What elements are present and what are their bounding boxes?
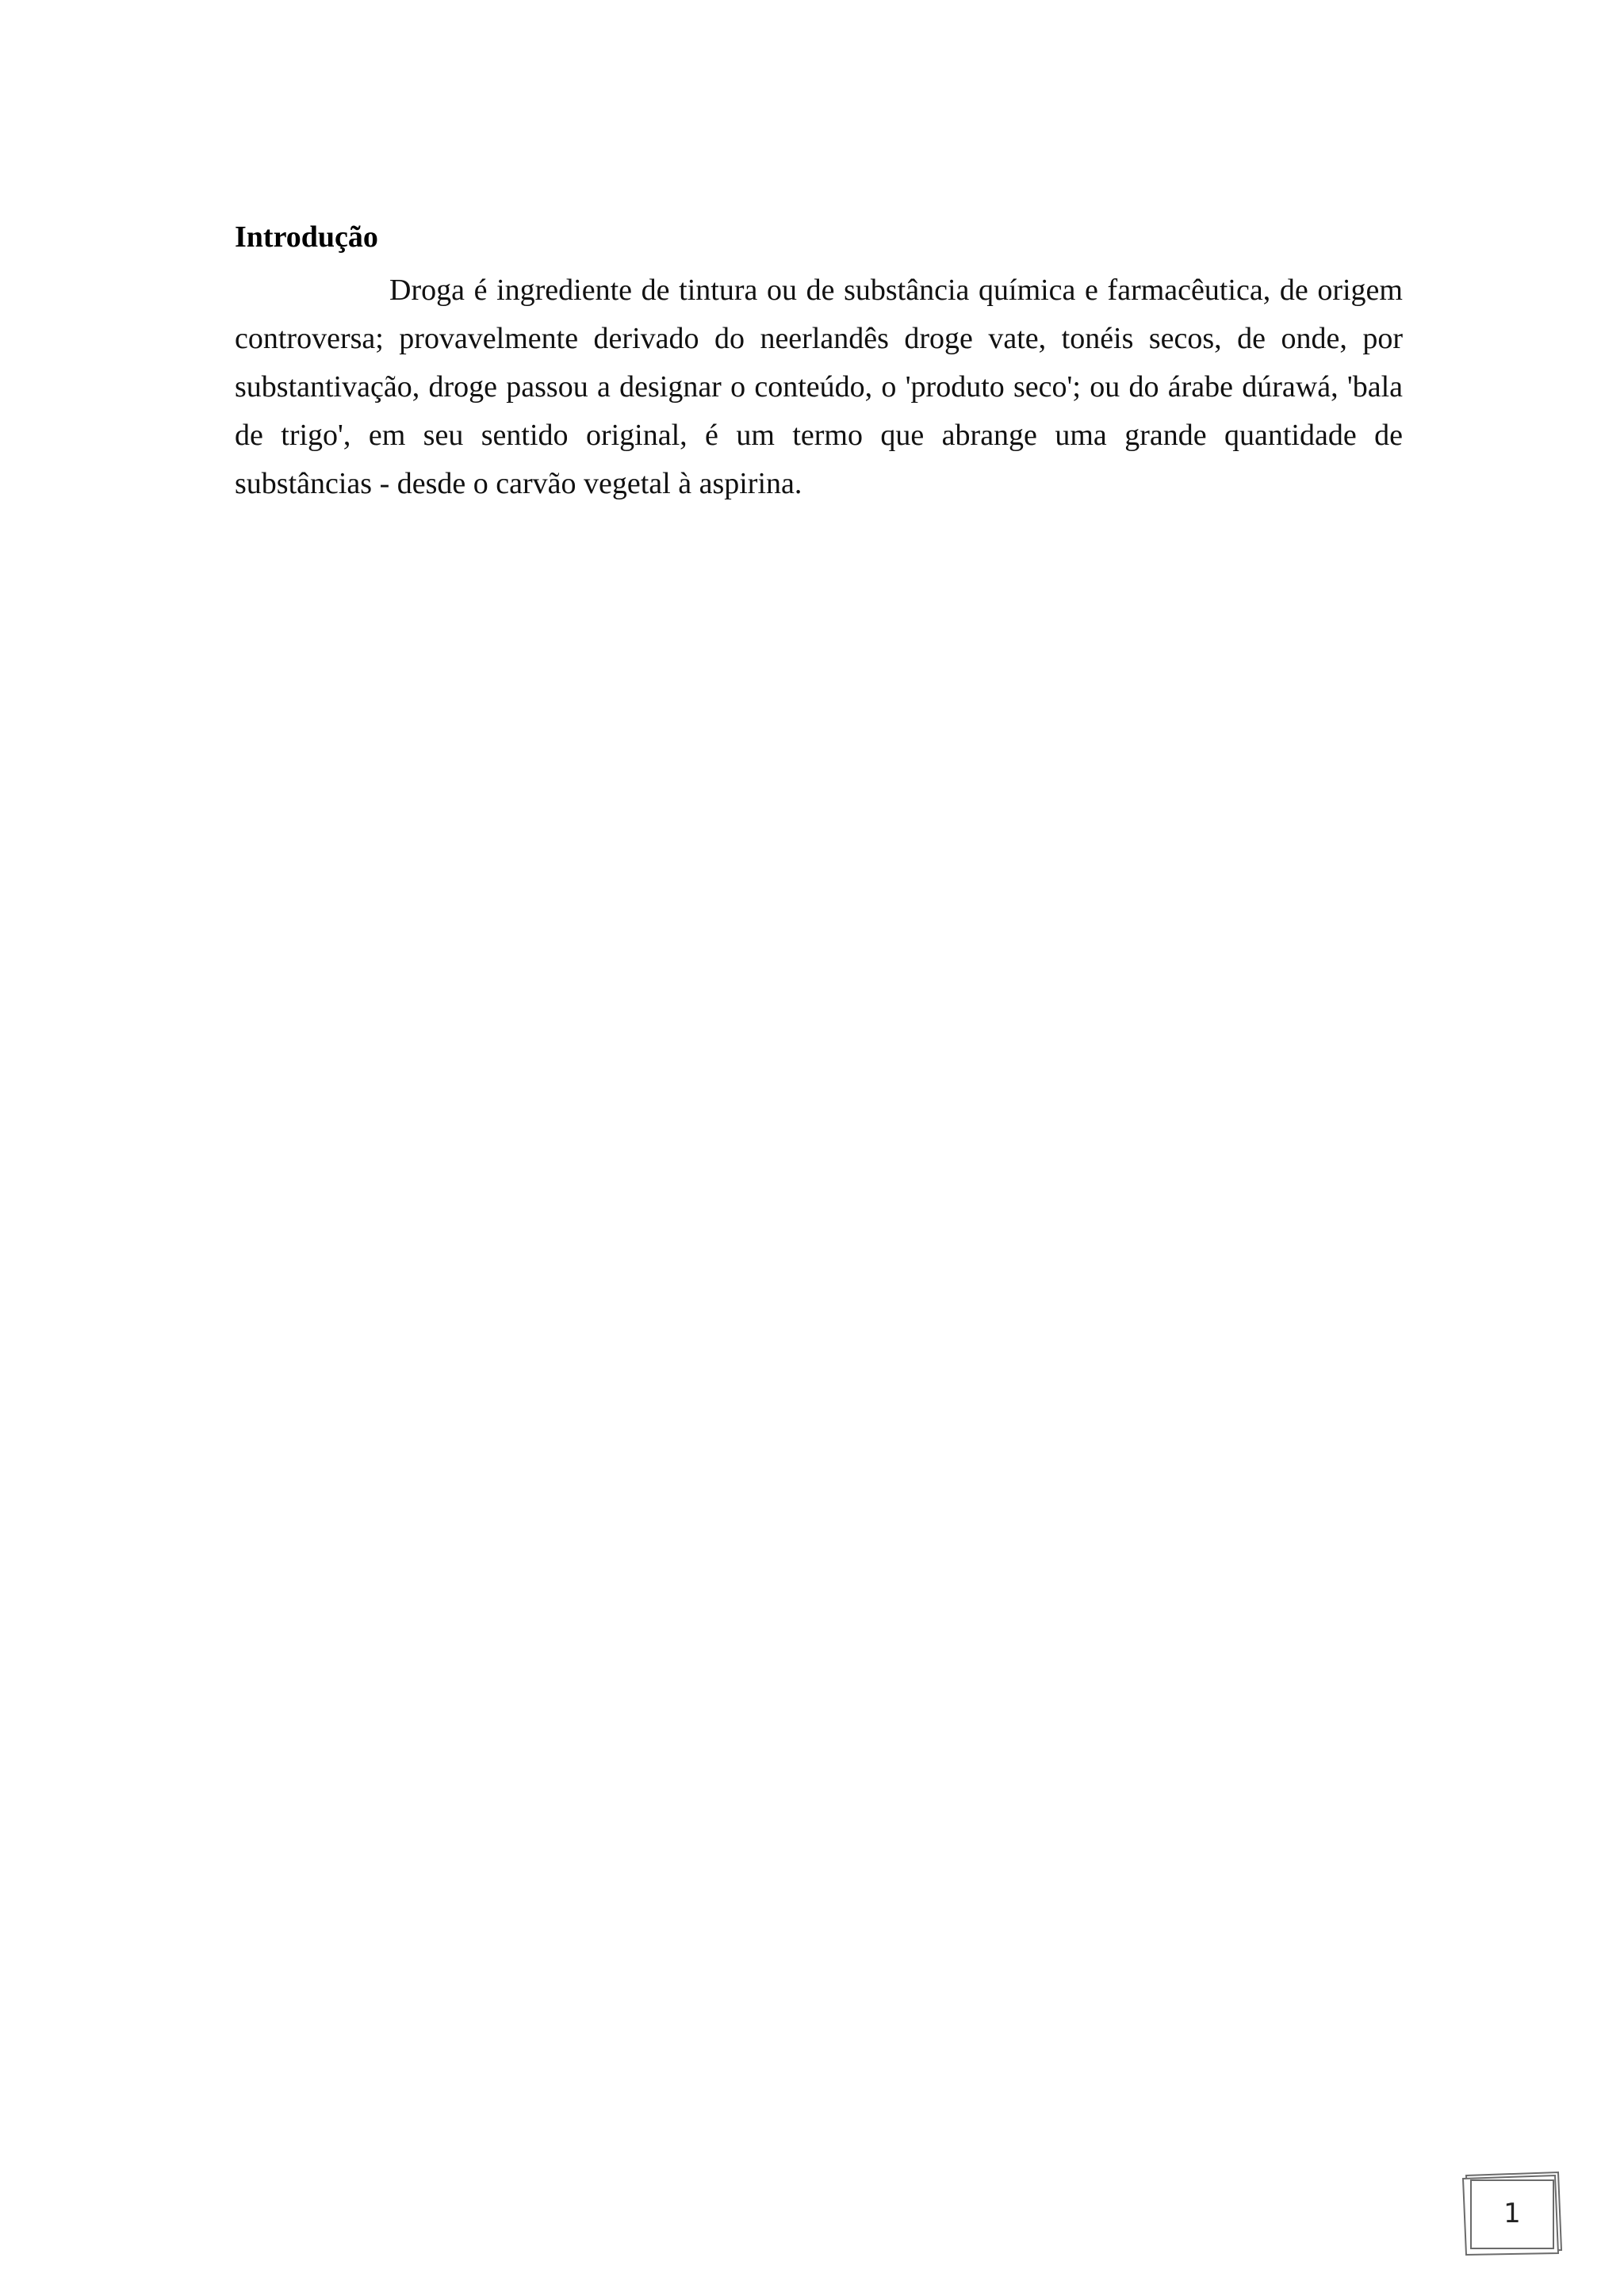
section-heading: Introdução <box>235 220 378 254</box>
document-body <box>235 216 1403 508</box>
page-number: 1 <box>1503 2198 1521 2229</box>
page-number-frame <box>1461 2171 1565 2256</box>
intro-paragraph: Droga é ingrediente de tintura ou de substância química e farmacêutica, de origem controversa; provavelmente derivado do neerlandês droge vate, tonéis secos, de onde, por substantivação, droge passou a designar o conteúdo, o 'produto seco'; ou do árabe dúrawá, 'bala de trigo', em seu sentido original, é um termo que abrange uma grande quantidade de substâncias - desde o carvão vegetal à aspirina. <box>235 274 1403 500</box>
